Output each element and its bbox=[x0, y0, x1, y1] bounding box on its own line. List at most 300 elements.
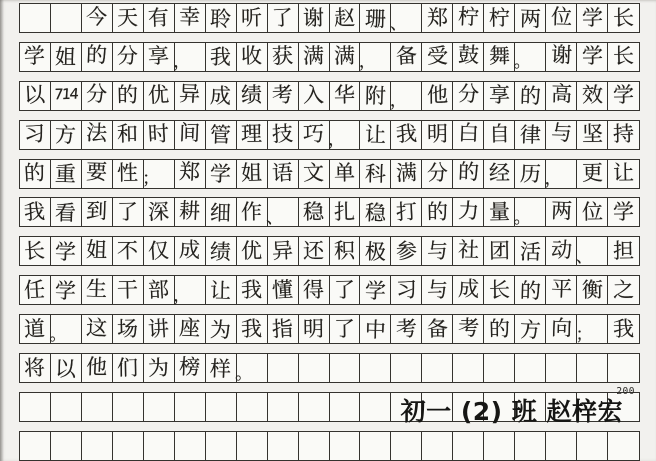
handwritten-char: 团 bbox=[488, 238, 510, 264]
handwritten-char: 的 bbox=[117, 83, 139, 108]
grid-cell bbox=[608, 237, 639, 265]
grid-cell bbox=[453, 315, 484, 343]
handwritten-char: 学 bbox=[581, 44, 603, 69]
grid-cell bbox=[608, 354, 639, 382]
handwritten-char: 与 bbox=[426, 238, 449, 264]
handwritten-char: 姐 bbox=[55, 45, 77, 70]
grid-cell bbox=[515, 121, 546, 149]
handwritten-char: ， bbox=[544, 169, 562, 190]
handwritten-char: 明 bbox=[302, 316, 325, 341]
grid-cell bbox=[299, 354, 330, 382]
grid-cell bbox=[360, 432, 391, 460]
grid-cell bbox=[484, 432, 515, 460]
grid-cell bbox=[82, 393, 113, 421]
grid-cell bbox=[391, 121, 422, 149]
handwritten-char: 长 bbox=[23, 238, 47, 264]
handwritten-char: 我 bbox=[209, 45, 232, 70]
grid-cell bbox=[268, 4, 299, 32]
grid-cell bbox=[577, 121, 608, 149]
grid-cell bbox=[577, 160, 608, 188]
grid-cell bbox=[546, 276, 577, 304]
handwritten-char: 的 bbox=[488, 316, 510, 341]
handwritten-char: 效 bbox=[581, 83, 603, 108]
grid-cell bbox=[206, 160, 237, 188]
grid-cell bbox=[546, 198, 577, 226]
grid-cell bbox=[577, 4, 608, 32]
handwritten-char: 满 bbox=[302, 44, 325, 69]
grid-cell bbox=[546, 315, 577, 343]
grid-cell bbox=[268, 121, 299, 149]
handwritten-char: 极 bbox=[364, 239, 387, 265]
grid-cell bbox=[546, 354, 577, 382]
handwritten-char: 榜 bbox=[178, 354, 201, 379]
handwritten-char: 分 bbox=[85, 81, 108, 107]
grid-cell bbox=[268, 393, 299, 421]
grid-cell bbox=[113, 198, 144, 226]
grid-cell bbox=[206, 393, 237, 421]
grid-cell bbox=[144, 43, 175, 71]
grid-cell bbox=[577, 237, 608, 265]
grid-cell bbox=[82, 160, 113, 188]
handwritten-char: 积 bbox=[333, 238, 356, 264]
grid-cell bbox=[608, 43, 639, 71]
grid-cell bbox=[82, 315, 113, 343]
handwritten-char: 考 bbox=[457, 315, 480, 340]
handwritten-char: ， bbox=[358, 52, 376, 73]
grid-cell bbox=[268, 315, 299, 343]
grid-cell bbox=[608, 198, 639, 226]
handwritten-char: 学 bbox=[364, 278, 387, 304]
grid-cell bbox=[608, 121, 639, 149]
handwritten-char: 高 bbox=[550, 81, 573, 107]
handwritten-char: 座 bbox=[178, 315, 201, 340]
handwritten-char: 郑 bbox=[178, 159, 201, 185]
grid-cell bbox=[268, 82, 299, 110]
handwritten-char: 今 bbox=[85, 4, 108, 29]
grid-cell bbox=[51, 315, 82, 343]
grid-cell bbox=[515, 160, 546, 188]
grid-cell bbox=[453, 354, 484, 382]
handwritten-char: 了 bbox=[271, 4, 294, 31]
grid-cell bbox=[237, 354, 268, 382]
handwritten-char: 绩 bbox=[209, 239, 232, 265]
grid-cell bbox=[330, 315, 361, 343]
handwritten-char: 社 bbox=[457, 237, 480, 263]
handwritten-char: 明 bbox=[426, 121, 449, 147]
handwritten-char: 指 bbox=[271, 316, 294, 342]
grid-cell bbox=[237, 432, 268, 460]
grid-cell bbox=[237, 276, 268, 304]
grid-cell bbox=[144, 237, 175, 265]
handwritten-char: 稳 bbox=[302, 199, 325, 225]
grid-cell bbox=[175, 4, 206, 32]
grid-cell bbox=[299, 160, 330, 188]
grid-cell bbox=[546, 237, 577, 265]
grid-cell bbox=[360, 237, 391, 265]
grid-cell bbox=[422, 82, 453, 110]
grid-cell bbox=[453, 4, 484, 32]
handwritten-char: 分 bbox=[426, 160, 449, 186]
grid-cell bbox=[20, 4, 51, 32]
grid-cell bbox=[206, 432, 237, 460]
grid-cell bbox=[360, 4, 391, 32]
handwritten-char: 打 bbox=[395, 199, 418, 225]
grid-cell bbox=[144, 4, 175, 32]
grid-cell bbox=[453, 237, 484, 265]
grid-cell bbox=[206, 315, 237, 343]
handwritten-char: ， bbox=[173, 285, 191, 306]
grid-cell bbox=[391, 432, 422, 460]
handwritten-char: 干 bbox=[117, 277, 139, 302]
handwritten-char: 之 bbox=[612, 277, 635, 302]
handwritten-char: 时 bbox=[147, 121, 170, 147]
grid-cell bbox=[175, 160, 206, 188]
handwritten-char: 成 bbox=[457, 276, 480, 302]
grid-cell bbox=[237, 160, 268, 188]
grid-cell bbox=[268, 432, 299, 460]
grid-cell bbox=[299, 432, 330, 460]
handwritten-char: 学 bbox=[581, 5, 603, 30]
grid-cell bbox=[360, 82, 391, 110]
grid-cell bbox=[237, 198, 268, 226]
handwritten-char: 性 bbox=[117, 160, 139, 186]
grid-row bbox=[19, 353, 640, 383]
grid-cell bbox=[515, 237, 546, 265]
handwritten-char: 优 bbox=[240, 238, 263, 264]
grid-cell bbox=[422, 237, 453, 265]
handwritten-char: 学 bbox=[55, 239, 77, 265]
handwritten-char: 聆 bbox=[209, 6, 232, 31]
grid-cell bbox=[299, 4, 330, 32]
grid-cell bbox=[577, 82, 608, 110]
grid-cell bbox=[546, 160, 577, 188]
handwritten-char: 习 bbox=[395, 277, 418, 303]
grid-cell bbox=[484, 198, 515, 226]
handwritten-char: 的 bbox=[85, 43, 108, 68]
grid-cell bbox=[515, 82, 546, 110]
grid-cell bbox=[484, 276, 515, 304]
grid-cell bbox=[144, 432, 175, 460]
grid-cell bbox=[391, 315, 422, 343]
grid-cell bbox=[391, 82, 422, 110]
grid-cell bbox=[391, 4, 422, 32]
handwritten-char: 舞 bbox=[488, 44, 510, 69]
grid-cell bbox=[51, 160, 82, 188]
handwritten-char: 学 bbox=[209, 161, 232, 187]
handwritten-char: 分 bbox=[117, 44, 139, 69]
handwritten-char: 长 bbox=[612, 5, 635, 30]
handwritten-char: 成 bbox=[209, 84, 232, 109]
handwritten-char: 鼓 bbox=[457, 43, 480, 68]
handwritten-char: 活 bbox=[519, 239, 541, 265]
handwritten-char: 管 bbox=[209, 122, 232, 148]
handwritten-char: 中 bbox=[364, 317, 387, 342]
grid-cell bbox=[515, 354, 546, 382]
grid-cell bbox=[453, 276, 484, 304]
grid-row bbox=[19, 314, 640, 344]
grid-cell bbox=[268, 43, 299, 71]
handwritten-char: 力 bbox=[457, 198, 480, 224]
handwritten-char: 让 bbox=[209, 278, 232, 304]
grid-cell bbox=[113, 315, 144, 343]
grid-cell bbox=[206, 43, 237, 71]
grid-cell bbox=[299, 198, 330, 226]
handwritten-char: 分 bbox=[457, 81, 480, 107]
grid-cell bbox=[175, 354, 206, 382]
handwritten-char: 绩 bbox=[240, 83, 263, 108]
handwritten-char: 平 bbox=[550, 276, 573, 302]
handwritten-char: 动 bbox=[550, 237, 573, 263]
handwritten-char: 学 bbox=[612, 83, 635, 108]
grid-cell bbox=[51, 198, 82, 226]
handwritten-char: 语 bbox=[271, 160, 294, 186]
handwritten-char: ； bbox=[142, 169, 160, 190]
handwritten-char: 习 bbox=[23, 121, 47, 147]
handwritten-char: 稳 bbox=[364, 200, 387, 226]
handwritten-char: 考 bbox=[395, 316, 418, 342]
handwritten-char: 这 bbox=[85, 315, 108, 340]
handwritten-char: 受 bbox=[426, 44, 449, 69]
handwritten-char: 持 bbox=[612, 121, 635, 147]
grid-cell bbox=[144, 82, 175, 110]
handwritten-char: 。 bbox=[49, 324, 67, 345]
handwritten-char: 以 bbox=[23, 82, 47, 108]
handwritten-char: 姐 bbox=[85, 237, 108, 263]
grid-cell bbox=[144, 198, 175, 226]
grid-cell bbox=[391, 237, 422, 265]
grid-row bbox=[19, 159, 640, 189]
handwritten-char: 考 bbox=[271, 82, 294, 108]
grid-cell bbox=[391, 198, 422, 226]
handwritten-char: 听 bbox=[240, 5, 263, 30]
grid-row bbox=[19, 3, 640, 33]
grid-cell bbox=[422, 276, 453, 304]
handwritten-char: 长 bbox=[612, 44, 635, 69]
grid-cell bbox=[206, 237, 237, 265]
grid-cell bbox=[484, 82, 515, 110]
grid-cell bbox=[515, 276, 546, 304]
handwritten-char: 、 bbox=[389, 13, 407, 34]
grid-cell bbox=[299, 237, 330, 265]
grid-cell bbox=[484, 354, 515, 382]
handwritten-char: 备 bbox=[426, 316, 449, 341]
handwritten-char: 方 bbox=[55, 122, 77, 148]
grid-cell bbox=[391, 160, 422, 188]
grid-cell bbox=[360, 393, 391, 421]
grid-cell bbox=[515, 432, 546, 460]
handwritten-char: 生 bbox=[85, 276, 108, 302]
composition-grid bbox=[19, 3, 640, 461]
grid-cell bbox=[268, 198, 299, 226]
handwritten-char: 理 bbox=[240, 121, 263, 147]
handwritten-char: 的 bbox=[519, 84, 541, 109]
grid-cell bbox=[175, 276, 206, 304]
handwritten-char: 样 bbox=[209, 356, 232, 381]
handwritten-char: 历 bbox=[519, 161, 541, 187]
handwritten-char: 道 bbox=[23, 316, 47, 342]
grid-cell bbox=[237, 43, 268, 71]
grid-cell bbox=[144, 121, 175, 149]
grid-cell bbox=[51, 82, 82, 110]
grid-cell bbox=[51, 354, 82, 382]
grid-cell bbox=[113, 354, 144, 382]
grid-cell bbox=[330, 276, 361, 304]
grid-cell bbox=[391, 354, 422, 382]
grid-cell bbox=[360, 160, 391, 188]
handwritten-char: 向 bbox=[550, 315, 573, 340]
grid-cell bbox=[422, 4, 453, 32]
handwritten-char: 位 bbox=[550, 4, 573, 29]
grid-cell bbox=[546, 432, 577, 460]
handwritten-char: 自 bbox=[488, 121, 510, 147]
handwritten-char: 谢 bbox=[302, 5, 325, 30]
grid-cell bbox=[453, 82, 484, 110]
handwritten-char: 赵 bbox=[333, 5, 356, 30]
grid-cell bbox=[360, 354, 391, 382]
grid-cell bbox=[484, 4, 515, 32]
grid-cell bbox=[144, 276, 175, 304]
handwritten-char: 得 bbox=[302, 277, 325, 302]
handwritten-char: 幸 bbox=[178, 4, 201, 29]
handwritten-char: 讲 bbox=[147, 316, 170, 342]
grid-cell bbox=[360, 43, 391, 71]
grid-cell bbox=[608, 160, 639, 188]
grid-row bbox=[19, 275, 640, 305]
grid-cell bbox=[422, 121, 453, 149]
grid-cell bbox=[20, 276, 51, 304]
grid-cell bbox=[82, 432, 113, 460]
handwritten-char: 担 bbox=[612, 238, 635, 264]
handwritten-char: 两 bbox=[519, 6, 541, 31]
handwritten-char: 不 bbox=[117, 238, 139, 264]
grid-cell bbox=[608, 432, 639, 460]
handwritten-char: 长 bbox=[488, 277, 510, 302]
grid-row bbox=[19, 42, 640, 72]
grid-cell bbox=[453, 198, 484, 226]
grid-row bbox=[19, 81, 640, 111]
grid-cell bbox=[51, 4, 82, 32]
handwritten-char: 仅 bbox=[147, 238, 170, 264]
grid-cell bbox=[175, 121, 206, 149]
grid-cell bbox=[206, 82, 237, 110]
handwritten-char: ， bbox=[173, 52, 191, 73]
handwritten-char: 为 bbox=[147, 354, 170, 381]
grid-cell bbox=[113, 43, 144, 71]
grid-cell bbox=[206, 4, 237, 32]
grid-cell bbox=[299, 315, 330, 343]
grid-cell bbox=[330, 432, 361, 460]
handwritten-char: 他 bbox=[426, 83, 449, 108]
grid-cell bbox=[327, 121, 361, 151]
grid-cell bbox=[608, 4, 639, 32]
handwritten-char: 懂 bbox=[271, 277, 294, 303]
grid-cell bbox=[20, 43, 51, 71]
grid-cell bbox=[82, 82, 113, 110]
grid-cell bbox=[51, 393, 82, 421]
grid-cell bbox=[175, 432, 206, 460]
handwritten-char: 扎 bbox=[333, 199, 356, 225]
grid-cell bbox=[422, 315, 453, 343]
handwritten-char: 附 bbox=[364, 84, 387, 109]
grid-cell bbox=[144, 315, 175, 343]
grid-cell bbox=[546, 4, 577, 32]
handwritten-char: 部 bbox=[147, 277, 170, 303]
grid-cell bbox=[175, 237, 206, 265]
handwritten-char: 科 bbox=[364, 161, 387, 187]
grid-cell bbox=[20, 393, 51, 421]
handwritten-char: 郑 bbox=[426, 5, 449, 30]
handwritten-char: 巧 bbox=[302, 121, 325, 147]
grid-cell bbox=[237, 315, 268, 343]
grid-cell bbox=[113, 121, 144, 149]
handwritten-char: 了 bbox=[333, 316, 356, 341]
handwritten-char: 异 bbox=[271, 238, 294, 264]
handwritten-char: 我 bbox=[612, 316, 635, 341]
grid-row bbox=[19, 197, 640, 227]
grid-cell bbox=[82, 4, 113, 32]
handwritten-char: 看 bbox=[55, 200, 77, 226]
grid-cell bbox=[237, 82, 268, 110]
grid-cell bbox=[268, 276, 299, 304]
grid-cell bbox=[82, 237, 113, 265]
grid-cell bbox=[515, 43, 546, 71]
handwritten-char: 入 bbox=[302, 83, 325, 108]
grid-cell bbox=[206, 121, 237, 149]
grid-cell bbox=[175, 315, 206, 343]
grid-cell bbox=[20, 432, 51, 460]
grid-cell bbox=[299, 82, 330, 110]
handwritten-char: 量 bbox=[488, 199, 510, 225]
grid-cell bbox=[113, 160, 144, 188]
handwritten-char: 参 bbox=[395, 238, 418, 264]
grid-cell bbox=[175, 198, 206, 226]
handwritten-char: 将 bbox=[23, 354, 47, 381]
handwritten-char: 学 bbox=[55, 278, 77, 304]
handwritten-char: 细 bbox=[209, 200, 232, 226]
grid-row bbox=[19, 236, 640, 266]
handwritten-char: 的 bbox=[519, 278, 541, 304]
handwritten-char: 们 bbox=[117, 355, 139, 380]
handwritten-char: 的 bbox=[23, 160, 47, 186]
handwritten-char: 场 bbox=[117, 316, 139, 341]
grid-cell bbox=[422, 160, 453, 188]
grid-cell bbox=[237, 4, 268, 32]
handwritten-char: 了 bbox=[117, 199, 139, 225]
handwritten-char: 成 bbox=[178, 237, 201, 263]
grid-cell bbox=[206, 198, 237, 226]
handwritten-char: 重 bbox=[55, 161, 77, 187]
grid-cell bbox=[515, 198, 546, 226]
handwritten-char: 享 bbox=[147, 43, 170, 69]
handwritten-char: 技 bbox=[271, 121, 294, 147]
grid-cell bbox=[330, 82, 361, 110]
grid-cell bbox=[330, 237, 361, 265]
grid-cell bbox=[577, 315, 608, 343]
grid-cell bbox=[237, 393, 268, 421]
grid-cell bbox=[422, 43, 453, 71]
handwritten-char: 律 bbox=[519, 122, 541, 148]
handwritten-char: 异 bbox=[178, 81, 201, 107]
grid-cell bbox=[268, 354, 299, 382]
grid-cell bbox=[453, 121, 484, 149]
handwritten-char: 与 bbox=[550, 120, 573, 146]
grid-cell bbox=[144, 160, 175, 188]
handwritten-char: 我 bbox=[240, 316, 263, 341]
grid-cell bbox=[391, 276, 422, 304]
handwritten-char: 让 bbox=[364, 122, 387, 148]
grid-cell bbox=[82, 276, 113, 304]
handwritten-char: 。 bbox=[513, 52, 531, 73]
